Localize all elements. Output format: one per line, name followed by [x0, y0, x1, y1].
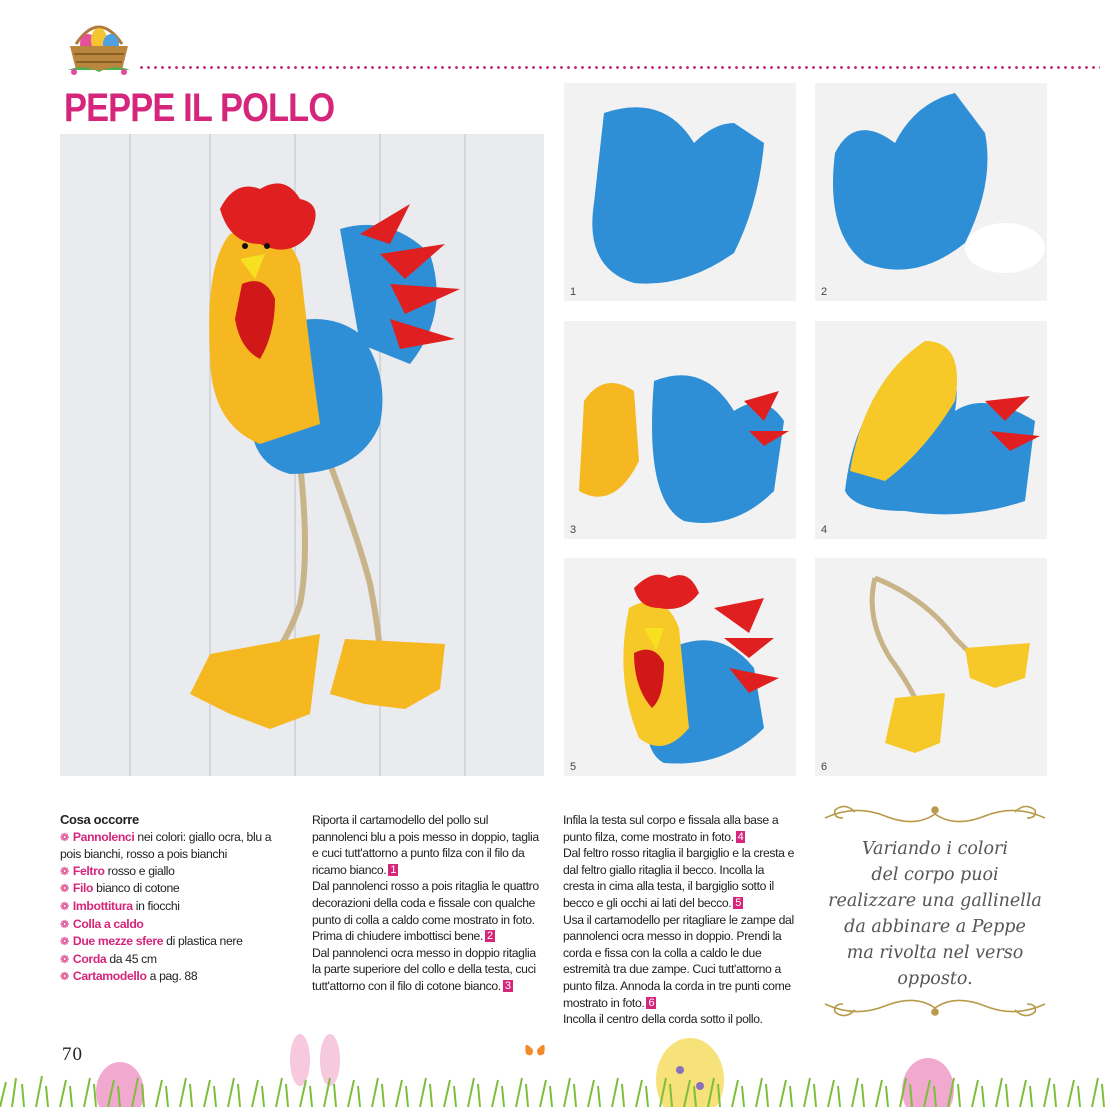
step-ref-badge: 3 [504, 979, 511, 992]
step-photo-4 [815, 321, 1047, 539]
step-ref-badge: 6 [648, 996, 655, 1009]
step-ref-badge: 2 [487, 930, 493, 943]
step-ref-badge: 4 [737, 830, 744, 843]
page-title: PEPPE IL POLLO [64, 86, 335, 130]
instruction-paragraph: Dal pannolenci rosso a pois ritaglia le quattro decorazioni della coda e fissale con qualche punto di colla a caldo come mostrato in foto. Prima di chiudere imbottisci bene. 2 [312, 879, 539, 944]
step-number: 3 [570, 524, 577, 536]
step-photo-6 [815, 558, 1047, 776]
requirement-item: ❁ Pannolenci nei colori: giallo ocra, blu a pois bianchi, rosso a pois bianchi [60, 829, 272, 862]
requirements-column [60, 812, 292, 986]
instruction-paragraph: Riporta il cartamodello del pollo sul pannolenci blu a pois messo in doppio, taglia e cuci tutt'attorno a punto filza con il filo da ricamo bianco. 1 [312, 813, 539, 877]
instruction-paragraph: Infila la testa sul corpo e fissala alla base a punto filza, come mostrato in foto. 4 [563, 813, 779, 844]
header-dotted-rule [138, 66, 1100, 69]
flower-bullet-icon: ❁ [60, 900, 69, 913]
requirement-item: ❁ Cartamodello a pag. 88 [60, 969, 198, 984]
step-number: 2 [821, 286, 828, 298]
instructions-column-3 [563, 812, 797, 1028]
step-photo-5 [564, 558, 796, 776]
flower-bullet-icon: ❁ [60, 953, 69, 966]
tip-box [815, 796, 1055, 1026]
instructions-column-2 [312, 812, 546, 995]
main-photo [60, 134, 544, 776]
easter-basket-icon [64, 14, 134, 78]
flower-bullet-icon: ❁ [60, 831, 69, 844]
flower-bullet-icon: ❁ [60, 971, 69, 984]
step-photo-1 [564, 83, 796, 301]
flower-bullet-icon: ❁ [60, 883, 69, 896]
step-number: 5 [570, 761, 577, 773]
instruction-paragraph: Dal pannolenci ocra messo in doppio ritaglia la parte superiore del collo e della testa, cuci tutt'attorno con il filo di cotone bianco. 3 [312, 945, 536, 993]
requirement-item: ❁ Filo bianco di cotone [60, 881, 180, 896]
flower-bullet-icon: ❁ [60, 936, 69, 949]
tip-text: Variando i colori del corpo puoi realizzare una gallinella da abbinare a Peppe ma rivolta nel verso opposto. [828, 839, 1042, 989]
requirements-heading: Cosa occorre [60, 812, 139, 827]
instruction-paragraph: Dal feltro rosso ritaglia il bargiglio e la cresta e dal feltro giallo ritaglia il becco. Incolla la cresta in cima alla testa, il bargiglio sotto il becco e gli occhi ai lati del becco. 5 [563, 846, 795, 910]
flower-bullet-icon: ❁ [60, 918, 69, 931]
step-photo-2 [815, 83, 1047, 301]
instruction-paragraph: Usa il cartamodello per ritagliare le zampe dal pannolenci ocra messo in doppio. Prendi la corda e fissa con la colla a caldo le due estremità tra due zampe. Cuci tutt'attorno a punto filza. Annoda la corda in tre punti come mostrato in foto. 6 [563, 912, 794, 1010]
step-number: 1 [570, 286, 577, 298]
step-number: 6 [821, 761, 828, 773]
step-ref-badge: 1 [390, 863, 397, 876]
butterfly-icon [525, 1045, 544, 1055]
requirement-item: ❁ Imbottitura in fiocchi [60, 898, 180, 913]
requirement-item: ❁ Feltro rosso e giallo [60, 863, 175, 878]
grass-footer-decoration [0, 1020, 1107, 1107]
requirement-item: ❁ Corda da 45 cm [60, 951, 157, 966]
flower-bullet-icon: ❁ [60, 865, 69, 878]
requirement-item: ❁ Colla a caldo [60, 916, 144, 931]
step-photo-3 [564, 321, 796, 539]
page-number: 70 [62, 1044, 83, 1065]
step-number: 4 [821, 524, 828, 536]
instruction-paragraph: Incolla il centro della corda sotto il pollo. [563, 1012, 763, 1027]
step-ref-badge: 5 [735, 896, 742, 909]
requirement-item: ❁ Due mezze sfere di plastica nere [60, 934, 243, 949]
